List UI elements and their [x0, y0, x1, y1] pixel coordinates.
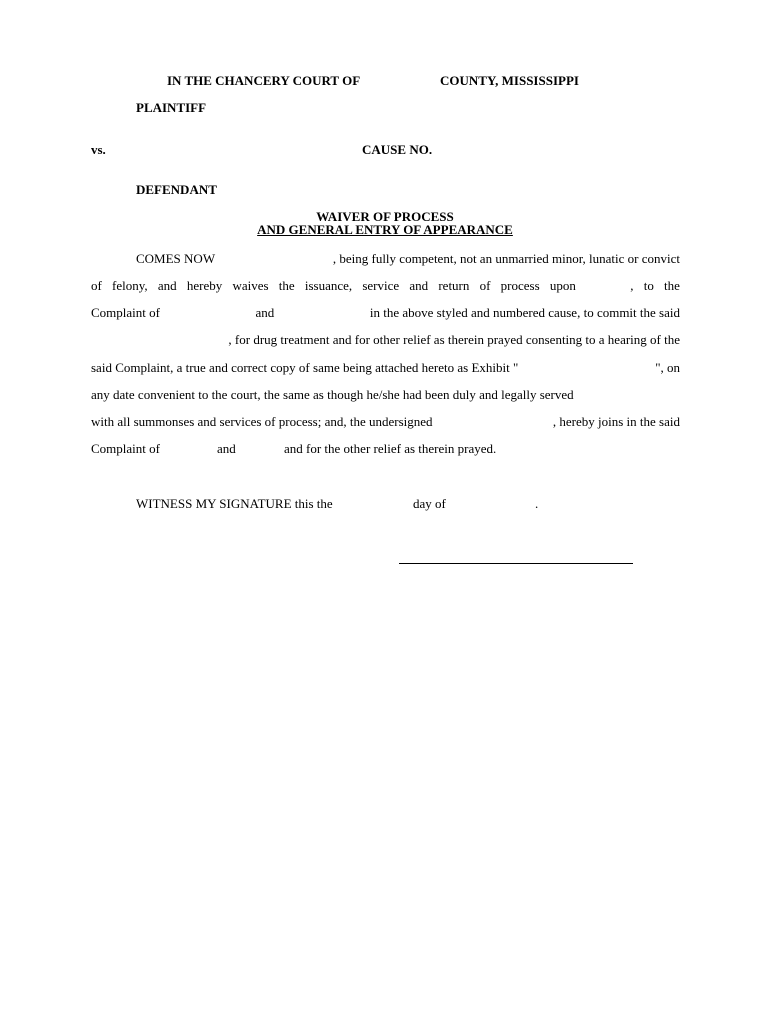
body-word: issuance,: [304, 278, 353, 293]
body-word: and: [157, 278, 177, 293]
body-text: any date convenient to the court, the same as though he/she had been duly and legally served: [91, 387, 574, 402]
cause-number-label: CAUSE NO.: [362, 142, 433, 157]
body-line-8-c: and for the other relief as therein prayed.: [284, 441, 497, 456]
witness-statement: WITNESS MY SIGNATURE this the: [136, 496, 333, 511]
body-word: waives: [232, 278, 269, 293]
body-line-8-b: and: [217, 441, 236, 456]
versus-label: vs.: [91, 142, 106, 157]
body-word: service: [362, 278, 400, 293]
body-word: ,: [630, 278, 634, 293]
body-word: of: [479, 278, 491, 293]
body-text: COMES NOW: [136, 251, 216, 266]
witness-day-of: day of: [413, 496, 446, 511]
body-word: the: [664, 278, 680, 293]
body-line-6: [91, 387, 680, 403]
body-text: , hereby joins in the said: [552, 414, 680, 429]
document-subtitle: AND GENERAL ENTRY OF APPEARANCE: [257, 222, 513, 237]
body-word: and: [409, 278, 429, 293]
plaintiff-label: PLAINTIFF: [136, 100, 207, 115]
body-word: upon: [549, 278, 576, 293]
body-word: of: [91, 278, 102, 293]
body-word: process: [500, 278, 540, 293]
body-line-4: [91, 332, 680, 348]
body-word: return: [438, 278, 470, 293]
defendant-label: DEFENDANT: [136, 182, 217, 197]
blank-field: [586, 278, 620, 294]
body-word: the: [278, 278, 295, 293]
body-line-8-a: Complaint of: [91, 441, 160, 456]
body-text: Complaint of: [91, 305, 160, 320]
body-line-3: [91, 305, 680, 321]
body-line-7: [91, 414, 680, 430]
signature-line: [399, 563, 633, 564]
body-text: said Complaint, a true and correct copy of same being attached hereto as Exhibit ": [91, 360, 519, 375]
court-name-prefix: IN THE CHANCERY COURT OF: [167, 73, 361, 88]
body-line-2: [91, 278, 680, 294]
body-line-5: [91, 360, 680, 376]
body-word: to: [643, 278, 654, 293]
body-text: , being fully competent, not an unmarried minor, lunatic or convict: [332, 251, 680, 266]
body-word: hereby: [186, 278, 223, 293]
document-title: WAIVER OF PROCESS: [316, 209, 454, 224]
body-text: , for drug treatment and for other relief as therein prayed consenting to a hearing of the: [228, 332, 680, 347]
body-word: felony,: [112, 278, 148, 293]
witness-period: .: [535, 496, 539, 511]
body-text: ", on: [655, 360, 680, 375]
body-text: in the above styled and numbered cause, to commit the said: [369, 305, 680, 320]
court-name-suffix: COUNTY, MISSISSIPPI: [440, 73, 579, 88]
body-line-1: [91, 251, 680, 267]
body-text: with all summonses and services of process; and, the undersigned: [91, 414, 433, 429]
body-text: and: [255, 305, 275, 320]
